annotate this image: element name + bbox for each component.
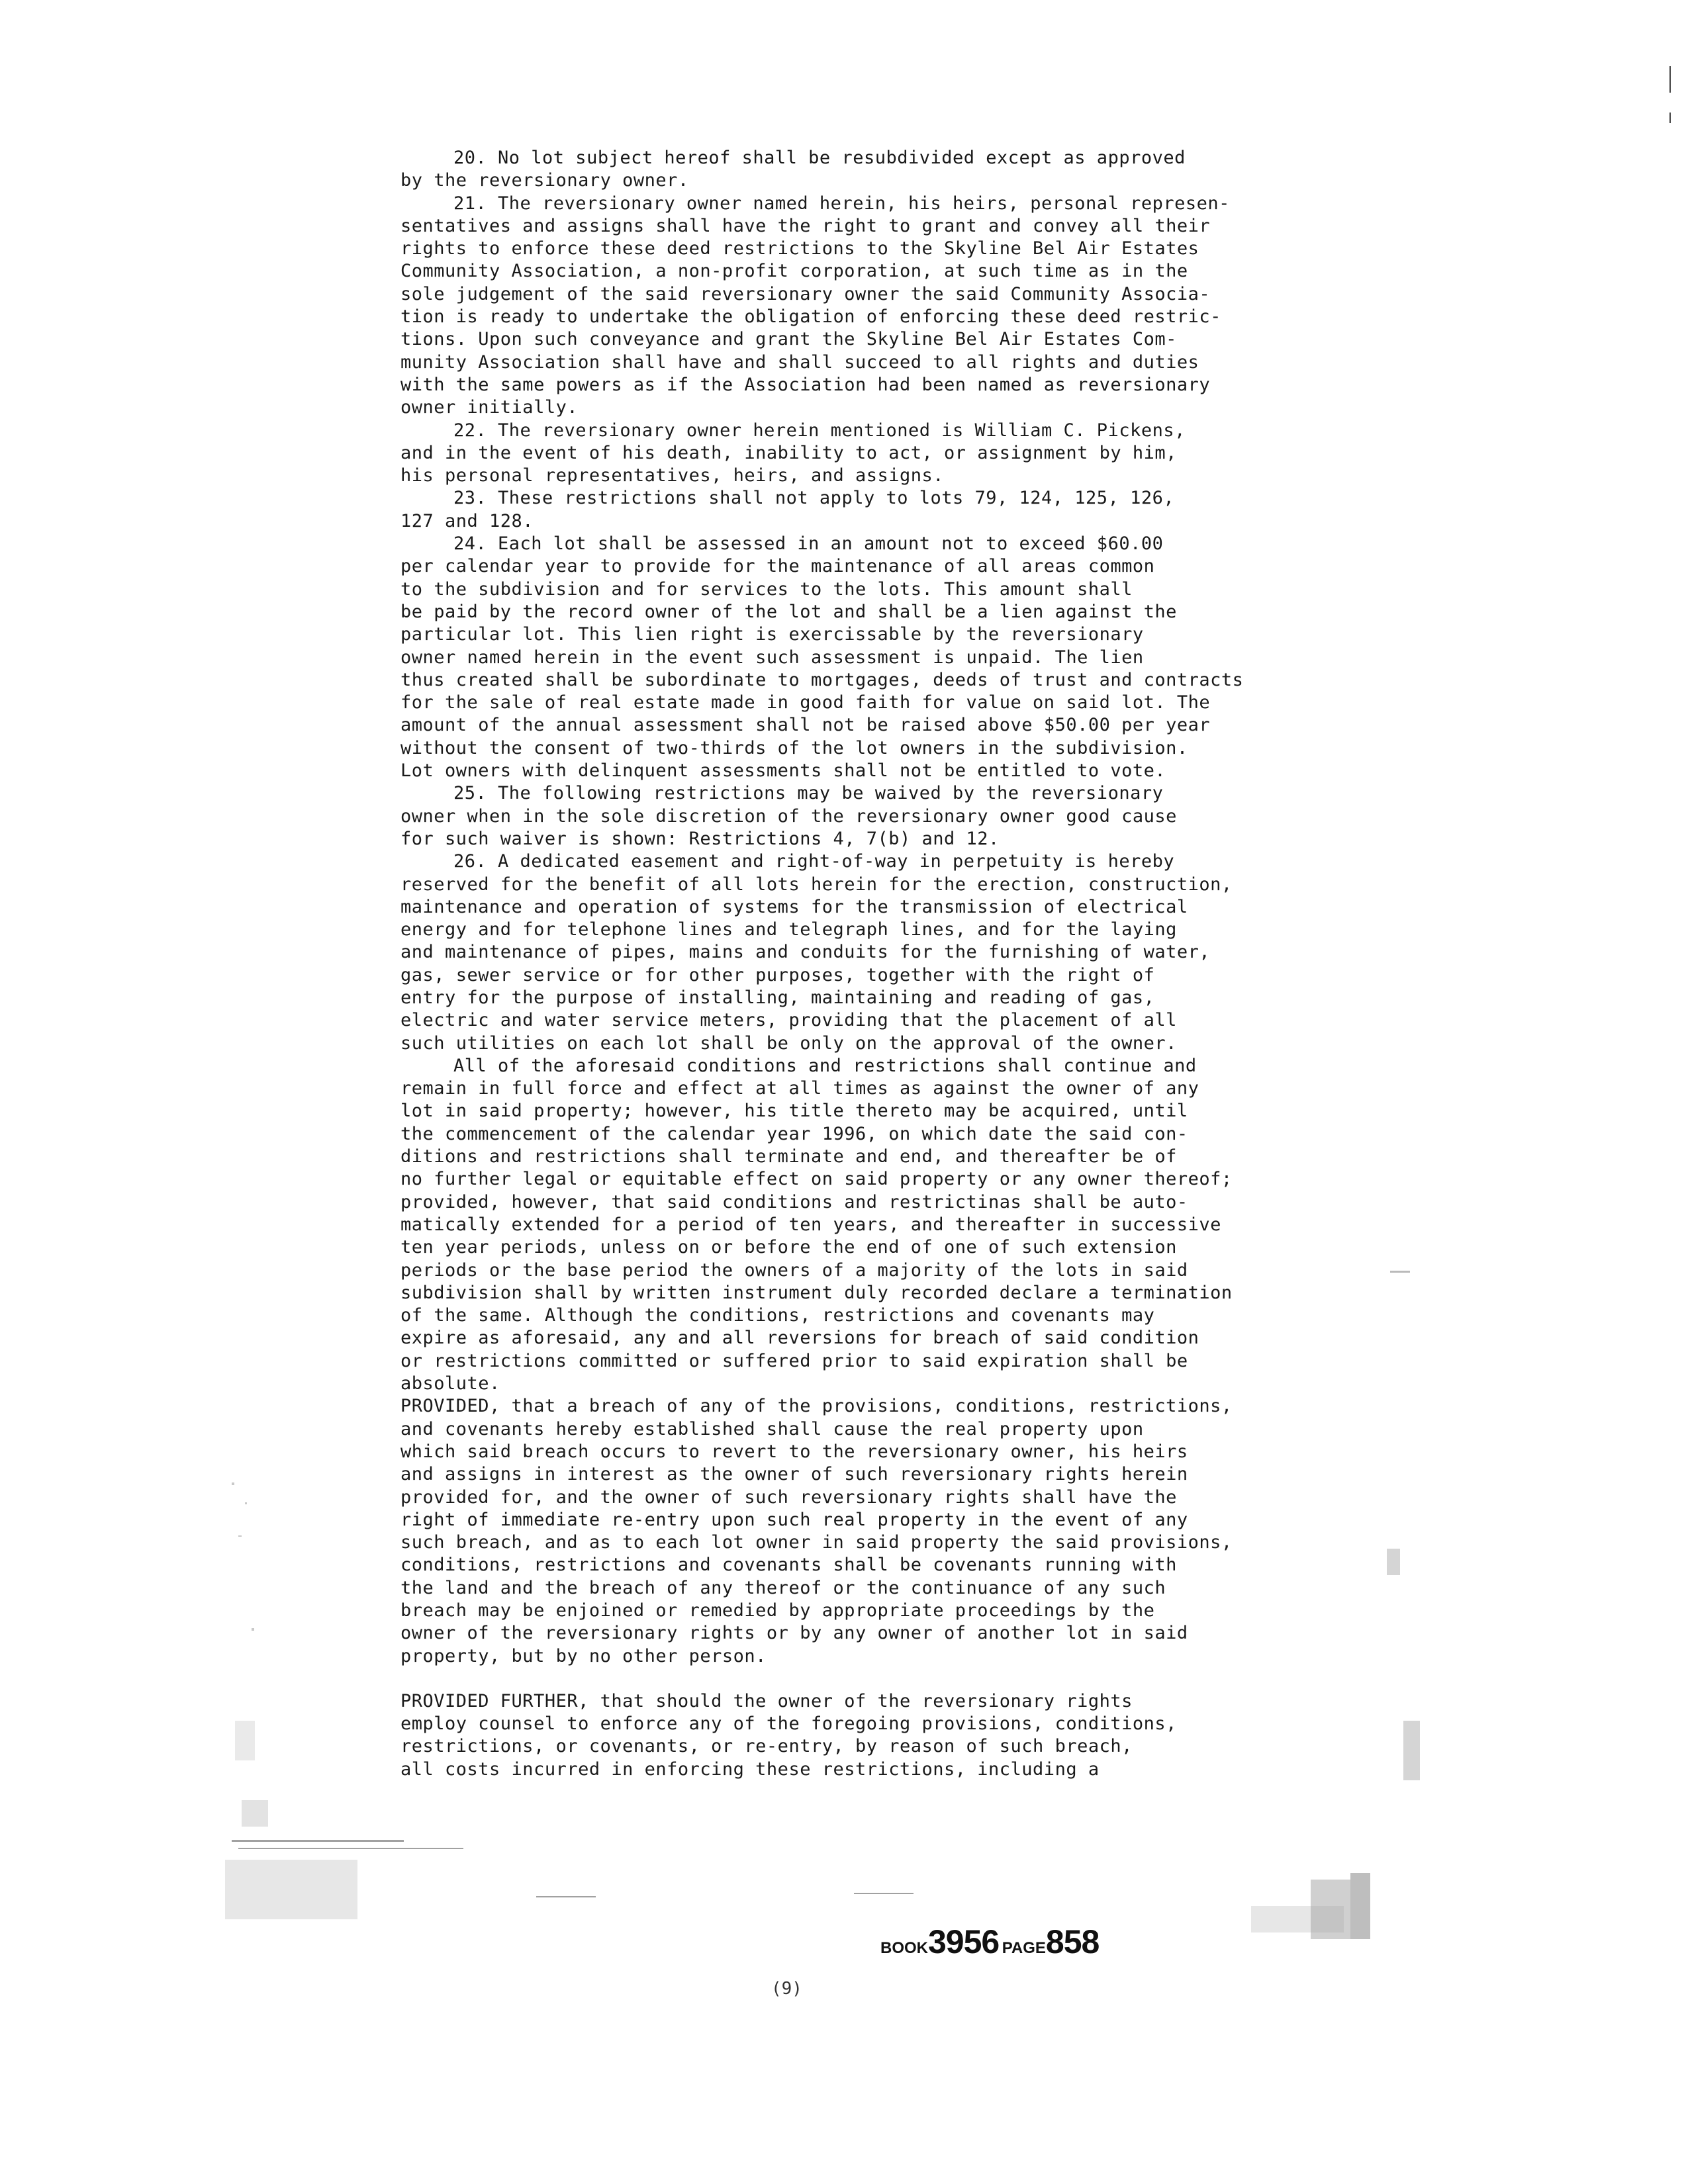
text-line: and assigns in interest as the owner of such reversionary rights herein xyxy=(400,1464,1188,1485)
text-line: with the same powers as if the Association had been named as reversionary xyxy=(400,374,1211,395)
text-line: be paid by the record owner of the lot and shall be a lien against the xyxy=(400,601,1177,622)
text-line: matically extended for a period of ten years, and thereafter in successive xyxy=(400,1214,1221,1235)
text-line: employ counsel to enforce any of the foregoing provisions, conditions, xyxy=(400,1713,1177,1735)
margin-tick xyxy=(1669,113,1671,123)
book-prefix: BOOK xyxy=(880,1939,928,1957)
text-line: to the subdivision and for services to the lots. This amount shall xyxy=(400,578,1133,600)
text-line: restrictions, or covenants, or re-entry, by reason of such breach, xyxy=(400,1736,1133,1757)
text-line: tions. Upon such conveyance and grant the Skyline Bel Air Estates Com- xyxy=(400,329,1177,350)
text-line: the land and the breach of any thereof or the continuance of any such xyxy=(400,1577,1166,1598)
scan-noise-right xyxy=(1383,1257,1423,1820)
book-number: 3956 xyxy=(928,1923,1000,1960)
text-line: PROVIDED, that a breach of any of the provisions, conditions, restrictions, xyxy=(400,1396,1233,1417)
text-line: of the same. Although the conditions, restrictions and covenants may xyxy=(400,1305,1155,1326)
text-line: energy and for telephone lines and telegraph lines, and for the laying xyxy=(400,919,1177,940)
text-line: 23. These restrictions shall not apply to lots 79, 124, 125, 126, xyxy=(453,488,1175,509)
text-line: ten year periods, unless on or before the end of one of such extension xyxy=(400,1237,1177,1258)
text-line: breach may be enjoined or remedied by appropriate proceedings by the xyxy=(400,1600,1155,1621)
text-line: particular lot. This lien right is exercissable by the reversionary xyxy=(400,624,1144,645)
text-line: PROVIDED FURTHER, that should the owner of the reversionary rights xyxy=(400,1690,1133,1711)
text-line: amount of the annual assessment shall not be raised above $50.00 per year xyxy=(400,715,1211,736)
text-line: Community Association, a non-profit corporation, at such time as in the xyxy=(400,261,1188,282)
text-line: right of immediate re-entry upon such real property in the event of any xyxy=(400,1509,1188,1530)
margin-tick xyxy=(1669,66,1671,93)
text-line: provided, however, that said conditions and restrictinas shall be auto- xyxy=(400,1191,1188,1212)
text-line: 21. The reversionary owner named herein, his heirs, personal represen- xyxy=(453,193,1230,214)
text-line: and in the event of his death, inability to act, or assignment by him, xyxy=(400,442,1177,463)
page-marker: (9) xyxy=(771,1979,802,1999)
text-line: such breach, and as to each lot owner in said property the said provisions, xyxy=(400,1532,1233,1553)
text-line: All of the aforesaid conditions and restrictions shall continue and xyxy=(453,1055,1197,1076)
text-line: owner initially. xyxy=(400,397,579,418)
text-line: entry for the purpose of installing, maintaining and reading of gas, xyxy=(400,987,1155,1008)
text-line: and covenants hereby established shall cause the real property upon xyxy=(400,1418,1144,1439)
text-line: maintenance and operation of systems for the transmission of electrical xyxy=(400,896,1188,917)
text-line: per calendar year to provide for the maintenance of all areas common xyxy=(400,556,1155,577)
text-line: thus created shall be subordinate to mortgages, deeds of trust and contracts xyxy=(400,669,1244,690)
text-line: or restrictions committed or suffered prior to said expiration shall be xyxy=(400,1350,1188,1371)
scan-noise-footer xyxy=(225,1833,1423,2012)
text-line: munity Association shall have and shall succeed to all rights and duties xyxy=(400,351,1199,373)
page-number: 858 xyxy=(1045,1923,1100,1960)
text-line: 22. The reversionary owner herein mentioned is William C. Pickens, xyxy=(453,420,1186,441)
text-line: 25. The following restrictions may be waived by the reversionary xyxy=(453,783,1164,804)
text-line: absolute. xyxy=(400,1373,500,1394)
text-line: reserved for the benefit of all lots herein for the erection, construction, xyxy=(400,874,1233,895)
text-line: for such waiver is shown: Restrictions 4, 7(b) and 12. xyxy=(400,828,1000,849)
text-line: owner named herein in the event such assessment is unpaid. The lien xyxy=(400,647,1144,668)
book-page-reference xyxy=(880,1923,1099,1961)
text-line: all costs incurred in enforcing these restrictions, including a xyxy=(400,1758,1100,1780)
page-prefix: PAGE xyxy=(1002,1939,1046,1957)
text-line: for the sale of real estate made in good faith for value on said lot. The xyxy=(400,692,1211,713)
text-line: ditions and restrictions shall terminate and end, and thereafter be of xyxy=(400,1146,1177,1167)
text-line: conditions, restrictions and covenants shall be covenants running with xyxy=(400,1555,1177,1576)
text-line: tion is ready to undertake the obligation of enforcing these deed restric- xyxy=(400,306,1221,328)
text-line: owner when in the sole discretion of the reversionary owner good cause xyxy=(400,805,1177,827)
scan-noise-left xyxy=(225,1456,285,1853)
text-line: subdivision shall by written instrument duly recorded declare a termination xyxy=(400,1282,1233,1303)
text-line: property, but by no other person. xyxy=(400,1645,767,1666)
text-line xyxy=(400,1668,1407,1690)
text-line: the commencement of the calendar year 1996, on which date the said con- xyxy=(400,1123,1188,1144)
text-line: 20. No lot subject hereof shall be resubdivided except as approved xyxy=(453,148,1186,168)
text-line: his personal representatives, heirs, and assigns. xyxy=(400,465,945,486)
text-line: remain in full force and effect at all times as against the owner of any xyxy=(400,1078,1199,1099)
text-line: lot in said property; however, his title thereto may be acquired, until xyxy=(400,1101,1188,1122)
text-line: by the reversionary owner. xyxy=(400,170,689,191)
text-line: and maintenance of pipes, mains and conduits for the furnishing of water, xyxy=(400,942,1211,963)
text-line: sentatives and assigns shall have the right to grant and convey all their xyxy=(400,215,1211,236)
text-line: expire as aforesaid, any and all reversions for breach of said condition xyxy=(400,1328,1199,1349)
text-line: 127 and 128. xyxy=(400,510,534,531)
text-line: 24. Each lot shall be assessed in an amount not to exceed $60.00 xyxy=(453,533,1164,555)
text-line: periods or the base period the owners of a majority of the lots in said xyxy=(400,1259,1188,1281)
text-line: such utilities on each lot shall be only on the approval of the owner. xyxy=(400,1032,1177,1054)
text-line: electric and water service meters, providing that the placement of all xyxy=(400,1010,1177,1031)
text-line: no further legal or equitable effect on said property or any owner thereof; xyxy=(400,1169,1233,1190)
text-line: rights to enforce these deed restrictions to the Skyline Bel Air Estates xyxy=(400,238,1199,259)
text-line: sole judgement of the said reversionary owner the said Community Associa- xyxy=(400,283,1211,304)
text-line: 26. A dedicated easement and right-of-way in perpetuity is hereby xyxy=(453,851,1175,872)
text-line: which said breach occurs to revert to the reversionary owner, his heirs xyxy=(400,1441,1188,1462)
text-line: provided for, and the owner of such reversionary rights shall have the xyxy=(400,1486,1177,1508)
text-line: gas, sewer service or for other purposes, together with the right of xyxy=(400,964,1155,985)
document-body xyxy=(400,147,1407,1781)
text-line: without the consent of two-thirds of the lot owners in the subdivision. xyxy=(400,737,1188,758)
text-line: Lot owners with delinquent assessments shall not be entitled to vote. xyxy=(400,760,1166,782)
text-line: owner of the reversionary rights or by any owner of another lot in said xyxy=(400,1623,1188,1644)
